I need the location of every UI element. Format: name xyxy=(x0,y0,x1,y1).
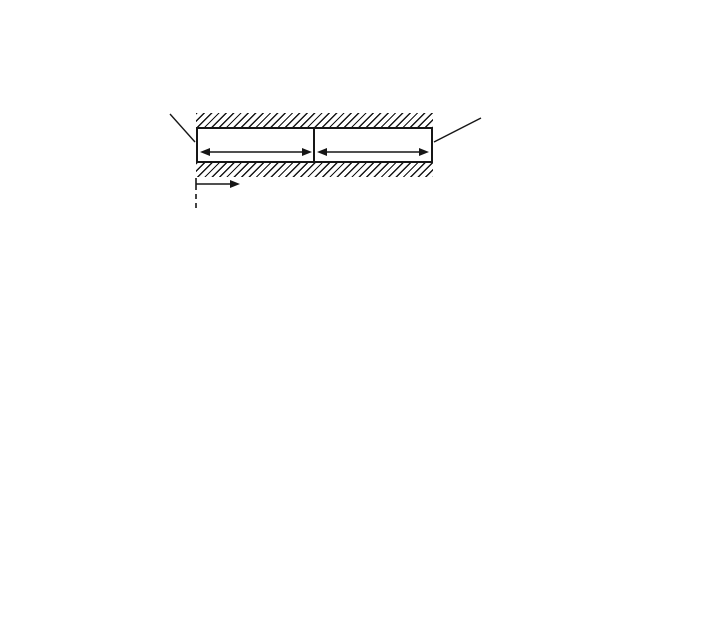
length-arrow-copper xyxy=(200,148,312,156)
option-graph-e xyxy=(363,479,563,619)
x-direction-arrow xyxy=(196,178,240,208)
copper-pointer-line xyxy=(170,114,195,142)
option-graph-d xyxy=(128,479,328,619)
option-graph-c xyxy=(425,283,625,423)
diagram-graphics xyxy=(0,98,726,211)
length-arrow-aluminium xyxy=(317,148,429,156)
option-graph-a xyxy=(43,283,243,423)
rod-diagram xyxy=(0,98,726,211)
aluminium-pointer-line xyxy=(434,118,481,142)
option-graph-b xyxy=(236,283,436,423)
